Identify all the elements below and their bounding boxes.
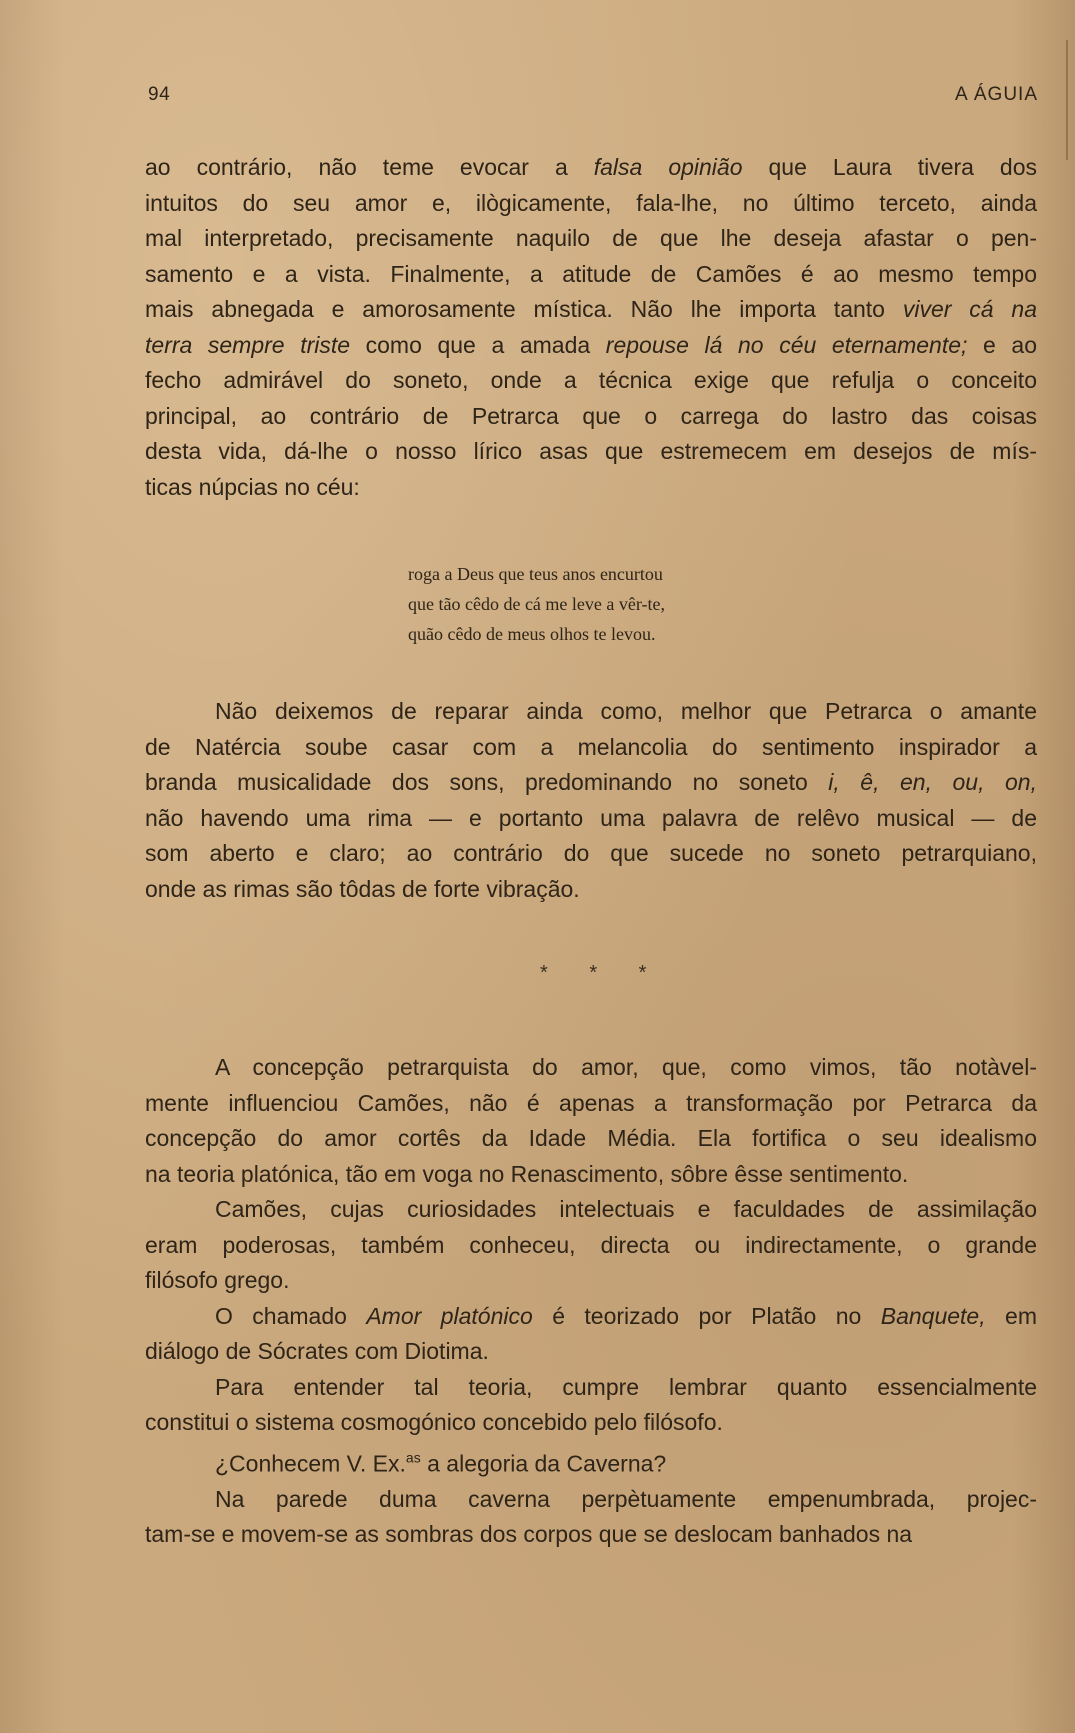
text-run: filósofo grego. [145, 1267, 290, 1293]
italic-text-run: viver cá na [902, 296, 1037, 322]
text-run: desta vida, dá-lhe o nosso lírico asas que estremecem em desejos de mís- [145, 438, 1037, 464]
text-run: mente influenciou Camões, não é apenas a transformação por Petrarca da [145, 1089, 1037, 1116]
text-line [145, 1517, 1037, 1553]
text-run: samento e a vista. Finalmente, a atitude de Camões é ao mesmo tempo [145, 260, 1037, 287]
verse-line: roga a Deus que teus anos encurtou [408, 564, 663, 584]
text-run: constitui o sistema cosmogónico concebido pelo filósofo. [145, 1409, 723, 1435]
text-run: Na parede duma caverna perpètuamente empenumbrada, projec- [215, 1485, 1037, 1512]
italic-text-run: i, ê, en, ou, on, [828, 769, 1037, 795]
text-line [145, 1086, 1037, 1122]
text-line [145, 1192, 1037, 1228]
text-run: branda musicalidade dos sons, predominando no soneto [145, 769, 829, 795]
verse-line: que tão cêdo de cá me leve a vêr-te, [408, 594, 665, 614]
text-line [145, 765, 1037, 801]
text-line [145, 801, 1037, 837]
text-run: fecho admirável do soneto, onde a técnica exige que refulja o conceito [145, 367, 1037, 393]
running-title: A ÁGUIA [954, 84, 1038, 105]
verse-line: quão cêdo de meus olhos te levou. [408, 624, 656, 644]
paragraph-2 [145, 694, 1037, 907]
text-line [145, 328, 1037, 364]
text-line [145, 1121, 1037, 1157]
text-line [145, 186, 1037, 222]
text-run: ¿Conhecem V. Ex. [215, 1450, 406, 1477]
text-line [145, 836, 1037, 872]
italic-text-run: Banquete, [880, 1302, 986, 1329]
italic-text-run: falsa opinião [593, 154, 743, 180]
text-run: que Laura tivera dos [742, 154, 1038, 180]
text-run: O chamado [215, 1302, 367, 1329]
superscript-run: as [405, 1449, 421, 1466]
text-run: e ao [967, 331, 1037, 358]
text-run: ticas núpcias no céu: [145, 473, 360, 500]
text-line [145, 1441, 1037, 1482]
text-line [145, 1299, 1037, 1335]
text-line [145, 399, 1037, 435]
text-run: eram poderosas, também conheceu, directa ou indirectamente, o grande [145, 1231, 1037, 1258]
paragraph-1 [145, 150, 1037, 505]
page-edge-shadow [1066, 40, 1068, 160]
text-line [145, 292, 1037, 328]
italic-text-run: Amor platónico [366, 1302, 533, 1329]
text-run: onde as rimas são tôdas de forte vibração. [145, 875, 580, 902]
text-line [145, 694, 1037, 730]
text-run: tam-se e movem-se as sombras dos corpos que se deslocam banhados na [145, 1521, 913, 1548]
text-line [145, 872, 1037, 908]
text-run: é teorizado por Platão no [532, 1302, 881, 1329]
paragraph-3 [145, 1050, 1037, 1553]
verse-quotation [408, 559, 808, 649]
text-line [145, 470, 1037, 506]
section-separator: * * * [540, 962, 665, 984]
text-run: de Natércia soube casar com a melancolia do sentimento inspirador a [145, 733, 1037, 760]
text-run: não havendo uma rima — e portanto uma palavra de relêvo musical — de [145, 804, 1037, 831]
page-number: 94 [148, 84, 171, 105]
text-run: mal interpretado, precisamente naquilo de que lhe deseja afastar o pen- [145, 225, 1037, 251]
text-line [145, 150, 1037, 186]
text-run: ao contrário, não teme evocar a [145, 154, 594, 180]
text-run: diálogo de Sócrates com Diotima. [145, 1338, 489, 1364]
text-run: concepção do amor cortês da Idade Média. Ela fortifica o seu idealismo [145, 1125, 1037, 1151]
text-run: na teoria platónica, tão em voga no Renascimento, sôbre êsse sentimento. [145, 1160, 909, 1187]
text-run: principal, ao contrário de Petrarca que o carrega do lastro das coisas [145, 402, 1037, 429]
text-run: Para entender tal teoria, cumpre lembrar quanto essencialmente [215, 1373, 1037, 1400]
text-line [145, 1157, 1037, 1193]
text-line [145, 1405, 1037, 1441]
text-line [145, 730, 1037, 766]
italic-text-run: repouse lá no céu eternamente; [605, 331, 968, 358]
text-line [145, 1228, 1037, 1264]
text-run: em [985, 1302, 1037, 1329]
text-line [145, 1050, 1037, 1086]
text-run: A concepção petrarquista do amor, que, como vimos, tão notàvel- [215, 1054, 1037, 1080]
text-line [145, 1370, 1037, 1406]
text-run: mais abnegada e amorosamente mística. Não lhe importa tanto [145, 296, 903, 322]
text-run: a alegoria da Caverna? [420, 1450, 667, 1477]
text-run: som aberto e claro; ao contrário do que sucede no soneto petrarquiano, [145, 840, 1037, 866]
text-line [145, 257, 1037, 293]
text-line [145, 363, 1037, 399]
page-header [148, 84, 1038, 112]
text-run: Não deixemos de reparar ainda como, melhor que Petrarca o amante [215, 698, 1037, 724]
text-run: Camões, cujas curiosidades intelectuais e faculdades de assimilação [215, 1196, 1037, 1222]
text-line [145, 1334, 1037, 1370]
italic-text-run: terra sempre triste [145, 331, 351, 358]
text-line [145, 434, 1037, 470]
text-line [145, 1263, 1037, 1299]
text-line [145, 221, 1037, 257]
text-run: intuitos do seu amor e, ilògicamente, fala-lhe, no último terceto, ainda [145, 189, 1037, 216]
text-line [145, 1482, 1037, 1518]
text-run: como que a amada [350, 331, 606, 358]
